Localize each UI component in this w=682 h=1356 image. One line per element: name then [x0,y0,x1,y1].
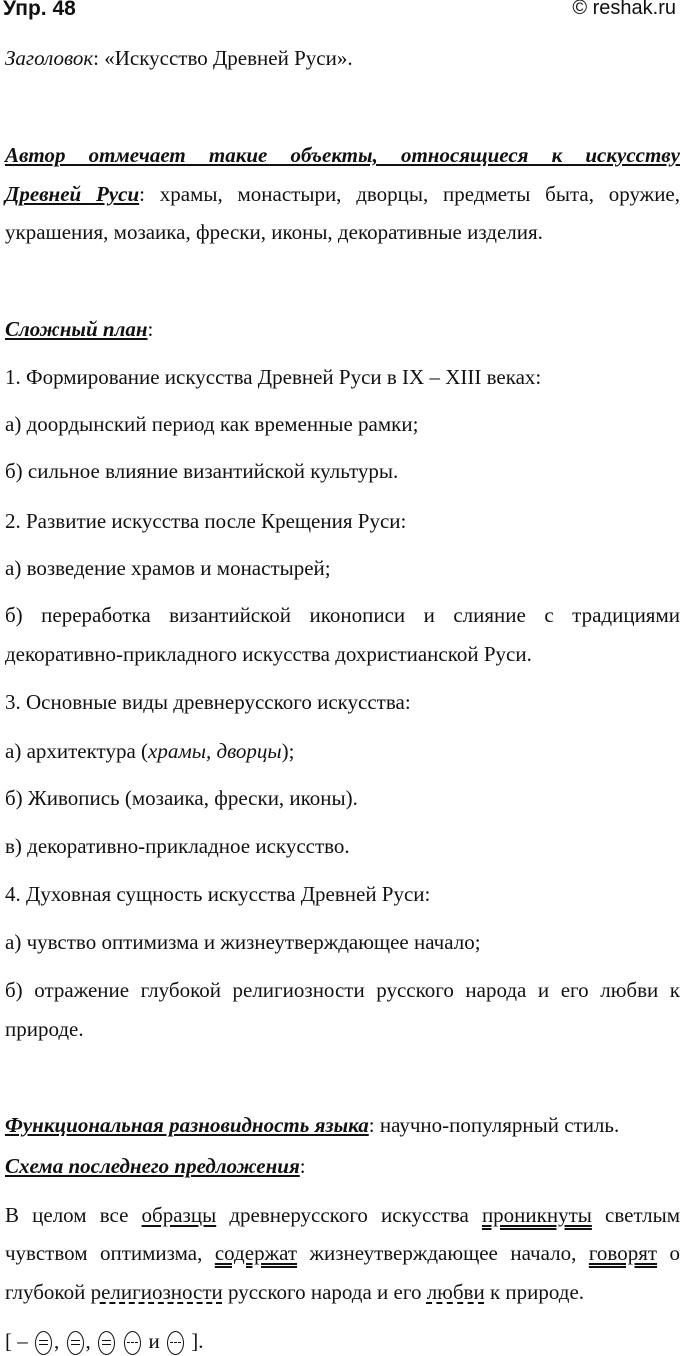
sentence-line-3: глубокой религиозности русского народа и его любви к природе. [5,1280,585,1304]
title-value: «Искусство Древней Руси». [104,46,353,70]
plan-item: б) переработка византийской иконописи и слияние с традициями [5,603,680,627]
plan-heading: Сложный план: [5,317,154,341]
plan-item: а) архитектура (храмы, дворцы); [5,739,295,763]
title-line: Заголовок: «Искусство Древней Руси». [5,46,353,70]
plan-item: б) отражение глубокой религиозности русского народа и его любви к [5,978,680,1002]
author-line-1: Автор отмечает такие объекты, относящиеся к искусству [5,143,680,167]
predicate-word: проникнуты [481,1203,592,1227]
plan-item: а) доордынский период как временные рамки; [5,412,419,436]
author-line-3: украшения, мозаика, фрески, иконы, декоративные изделия. [5,220,543,244]
author-line-2: Древней Руси: храмы, монастыри, дворцы, предметы быта, оружие, [5,182,681,206]
subject-word: образцы [141,1203,217,1227]
sentence-line-1: В целом все образцы древнерусского искусства проникнуты светлым [5,1203,680,1227]
plan-item: декоративно-прикладного искусства дохристианской Руси. [5,642,532,666]
plan-item: 4. Духовная сущность искусства Древней Руси: [5,882,431,906]
exercise-number: Упр. 48 [3,0,76,20]
sentence-scheme: [ – , , и ]. [5,1328,204,1355]
plan-item: 3. Основные виды древнерусского искусства: [5,690,411,714]
style-line: Функциональная разновидность языка: научно-популярный стиль. [5,1113,620,1137]
title-label: Заголовок [5,46,94,70]
plan-item: б) сильное влияние византийской культуры. [5,459,399,483]
predicate-oval-icon [67,1331,84,1355]
plan-item: в) декоративно-прикладное искусство. [5,834,350,858]
predicate-word: говорят [588,1241,658,1265]
object-word: любви [426,1280,485,1304]
plan-item: 2. Развитие искусства после Крещения Руси: [5,509,407,533]
predicate-oval-icon [35,1331,52,1355]
plan-item: природе. [5,1017,84,1041]
plan-item: а) чувство оптимизма и жизнеутверждающее начало; [5,930,481,954]
predicate-word: содержат [214,1241,298,1265]
sentence-line-2: чувством оптимизма, содержат жизнеутверждающее начало, говорят о [5,1241,680,1265]
source-link[interactable]: © reshak.ru [572,0,676,19]
object-oval-icon [167,1331,184,1355]
plan-item: а) возведение храмов и монастырей; [5,556,331,580]
object-oval-icon [124,1331,141,1355]
predicate-oval-icon [98,1331,115,1355]
object-word: религиозности [90,1280,223,1304]
plan-item: 1. Формирование искусства Древней Руси в IX – XIII веках: [5,365,542,389]
plan-item: б) Живопись (мозаика, фрески, иконы). [5,786,358,810]
scheme-heading: Схема последнего предложения: [5,1154,306,1178]
